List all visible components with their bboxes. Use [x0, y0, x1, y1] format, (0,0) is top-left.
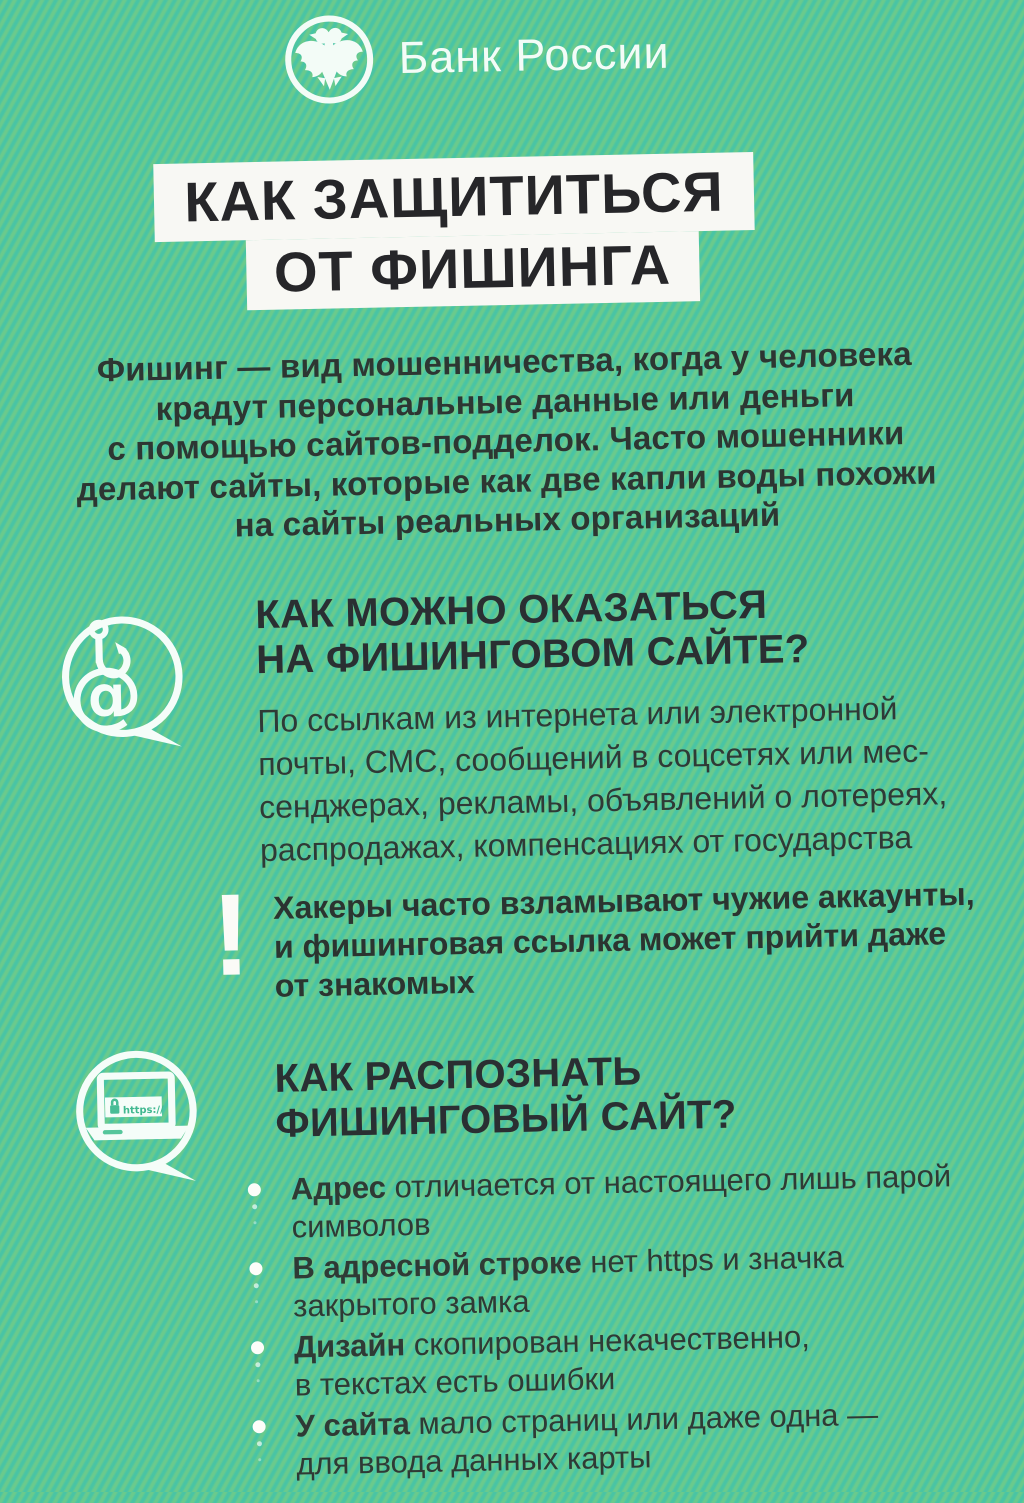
hook-eye-icon [91, 622, 105, 636]
section-recognize-heading: КАК РАСПОЗНАТЬ ФИШИНГОВЫЙ САЙТ? [274, 1049, 737, 1146]
brand-name: Банк России [398, 26, 671, 84]
intro-line: Фишинг — вид мошенничества, когда у человека [96, 334, 913, 389]
list-item: В адресной строке нет https и значка закрытого замка [248, 1235, 1009, 1326]
warning-text: Хакеры часто взламывают чужие аккаунты, и фишинговая ссылка может прийти даже от знакомых [272, 875, 975, 1004]
intro-line: на сайты реальных организаций [234, 495, 781, 544]
warning-note [211, 867, 977, 1007]
intro-line: с помощью сайтов-подделок. Часто мошенники [107, 414, 905, 468]
title-line-2: ОТ ФИШИНГА [245, 231, 699, 310]
bank-of-russia-eagle-icon [282, 13, 376, 107]
list-item: Дизайн скопирован некачественно, в текстах есть ошибки [250, 1314, 1011, 1405]
https-url-label: https:// [122, 1104, 164, 1117]
exclamation-icon: ! [210, 869, 252, 1001]
list-item: У сайта мало страниц или даже одна — для ввода данных карты [251, 1393, 1012, 1484]
at-glyph: @ [67, 651, 144, 739]
section-how-get-body: По ссылкам из интернета или электронной почты, СМС, сообщений в соцсетях или мес- сенджерах, рекламы, объявлений о лотереях, распродажах, компенсациях от государства [257, 690, 948, 869]
section-recognize [274, 1042, 996, 1146]
intro-line: крадут персональные данные или деньги [155, 375, 855, 427]
section-how-get [255, 578, 1000, 872]
header [0, 0, 989, 113]
recognize-bullet-list [246, 1156, 1012, 1487]
title-line-1: КАК ЗАЩИТИТЬСЯ [154, 152, 755, 242]
laptop-https-speech-bubble-icon [60, 1040, 219, 1199]
section-how-get-heading: КАК МОЖНО ОКАЗАТЬСЯ НА ФИШИНГОВОМ САЙТЕ? [254, 582, 810, 683]
lock-icon [110, 1105, 119, 1114]
at-fishhook-speech-bubble-icon [47, 604, 206, 763]
intro-paragraph [32, 333, 980, 549]
page-title [0, 147, 1015, 316]
list-item: Адрес отличается от настоящего лишь парой символов [246, 1156, 1007, 1247]
laptop-base-icon [86, 1126, 190, 1141]
intro-line: делают сайты, которые как две капли воды похожи [76, 452, 938, 508]
